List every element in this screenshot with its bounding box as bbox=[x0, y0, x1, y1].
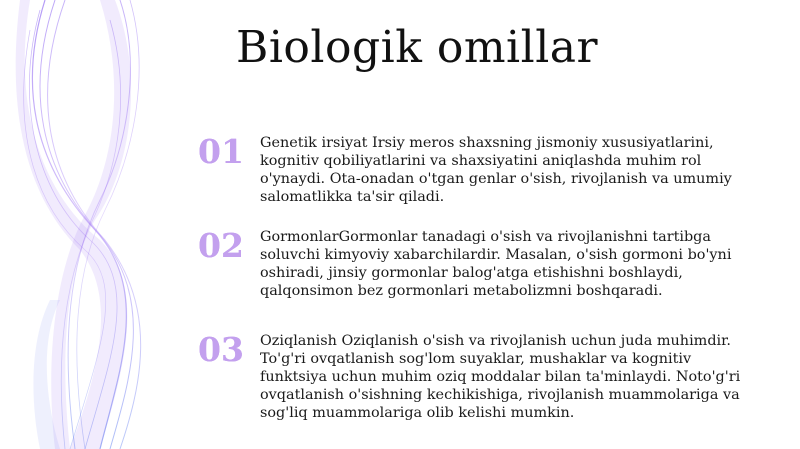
decorative-smoke-waves bbox=[0, 0, 180, 449]
slide-title: Biologik omillar bbox=[236, 22, 599, 73]
item-number: 02 bbox=[198, 226, 244, 265]
item-number: 01 bbox=[198, 132, 244, 171]
item-text: GormonlarGormonlar tanadagi o'sish va rivojlanishni tartibga soluvchi kimyoviy xabarchilardir. Masalan, o'sish gormoni bo'yni oshiradi, jinsiy gormonlar balog'atga etishishni boshlaydi, qalqonsimon bez gormonlari metabolizmni boshqaradi. bbox=[260, 229, 732, 299]
item-text: Genetik irsiyat Irsiy meros shaxsning jismoniy xususiyatlarini, kognitiv qobiliyatlarini va shaxsiyatini aniqlashda muhim rol o'ynaydi. Ota-onadan o'tgan genlar o'sish, rivojlanish va umumiy salomatlikka ta'sir qiladi. bbox=[260, 135, 732, 205]
item-text: Oziqlanish Oziqlanish o'sish va rivojlanish uchun juda muhimdir. To'g'ri ovqatlanish sog'lom suyaklar, mushaklar va kognitiv funktsiya uchun muhim oziq moddalar bilan ta'minlaydi. Noto'g'ri ovqatlanish o'sishning kechikishiga, rivojlanish muammolariga va sog'liq muammolariga olib kelishi mumkin. bbox=[260, 333, 741, 421]
item-number: 03 bbox=[198, 330, 244, 369]
